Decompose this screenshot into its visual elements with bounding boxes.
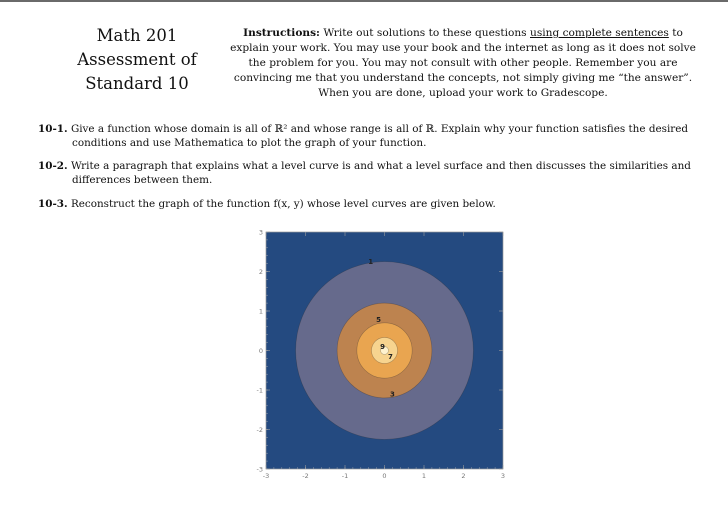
y-tick-label: 2: [258, 268, 263, 276]
instructions-text: explain your work. You may use your book and the internet as long as it does not solve: [230, 42, 696, 54]
instructions-text: Write out solutions to these questions: [323, 27, 530, 39]
contour-label-7: 7: [387, 352, 393, 361]
question-text: Reconstruct the graph of the function f(x, y) whose level curves are given below.: [70, 198, 496, 210]
instructions-emphasis: using complete sentences: [530, 27, 669, 39]
y-tick-label: -2: [256, 426, 263, 434]
x-tick-label: 3: [500, 472, 506, 480]
question-text: Write a paragraph that explains what a level curve is and what a level surface and then discusses the similarities and: [70, 160, 691, 172]
instructions-label: Instructions:: [243, 27, 320, 39]
y-tick-label: -1: [256, 386, 263, 395]
x-tick-label: -2: [302, 472, 309, 480]
y-tick-label: 3: [258, 228, 263, 237]
x-tick-label: -3: [262, 472, 270, 480]
question-10-1: [38, 122, 698, 150]
question-number: 10-2.: [38, 160, 68, 172]
contour-label-9: 9: [380, 343, 385, 352]
contour-label-5: 5: [376, 316, 382, 325]
course-title-line: Standard 10: [85, 74, 189, 93]
question-number: 10-1.: [38, 123, 68, 135]
contour-label-3: 3: [389, 390, 395, 399]
question-10-2: [38, 159, 698, 187]
y-tick-label: -3: [256, 465, 263, 474]
question-text: Give a function whose domain is all of ℝ² and whose range is all of ℝ. Explain why your function satisfies the desired: [70, 123, 689, 135]
contour-label-1: 1: [368, 258, 374, 267]
instructions-text: convincing me that you understand the concepts, not simply giving me “the answer”.: [233, 72, 693, 84]
question-10-3: [38, 197, 698, 211]
y-tick-label: 1: [258, 307, 263, 316]
contour-plot: [240, 220, 520, 488]
question-text: conditions and use Mathematica to plot the graph of your function.: [72, 137, 427, 149]
x-tick-label: 0: [382, 472, 387, 480]
instructions-text: to: [668, 27, 683, 39]
course-title-line: Assessment of: [77, 50, 197, 69]
y-tick-label: 0: [258, 347, 263, 355]
instructions-text: When you are done, upload your work to Gradescope.: [318, 87, 608, 99]
x-tick-label: 2: [461, 472, 466, 480]
x-tick-label: 1: [421, 472, 427, 480]
question-text: differences between them.: [72, 174, 213, 186]
course-title-line: Math 201: [96, 26, 178, 45]
instructions-text: the problem for you. You may not consult with other people. Remember you are: [248, 57, 678, 69]
instructions-block: [230, 26, 696, 101]
question-number: 10-3.: [38, 198, 68, 210]
course-title: [64, 24, 210, 96]
x-tick-label: -1: [341, 472, 349, 480]
